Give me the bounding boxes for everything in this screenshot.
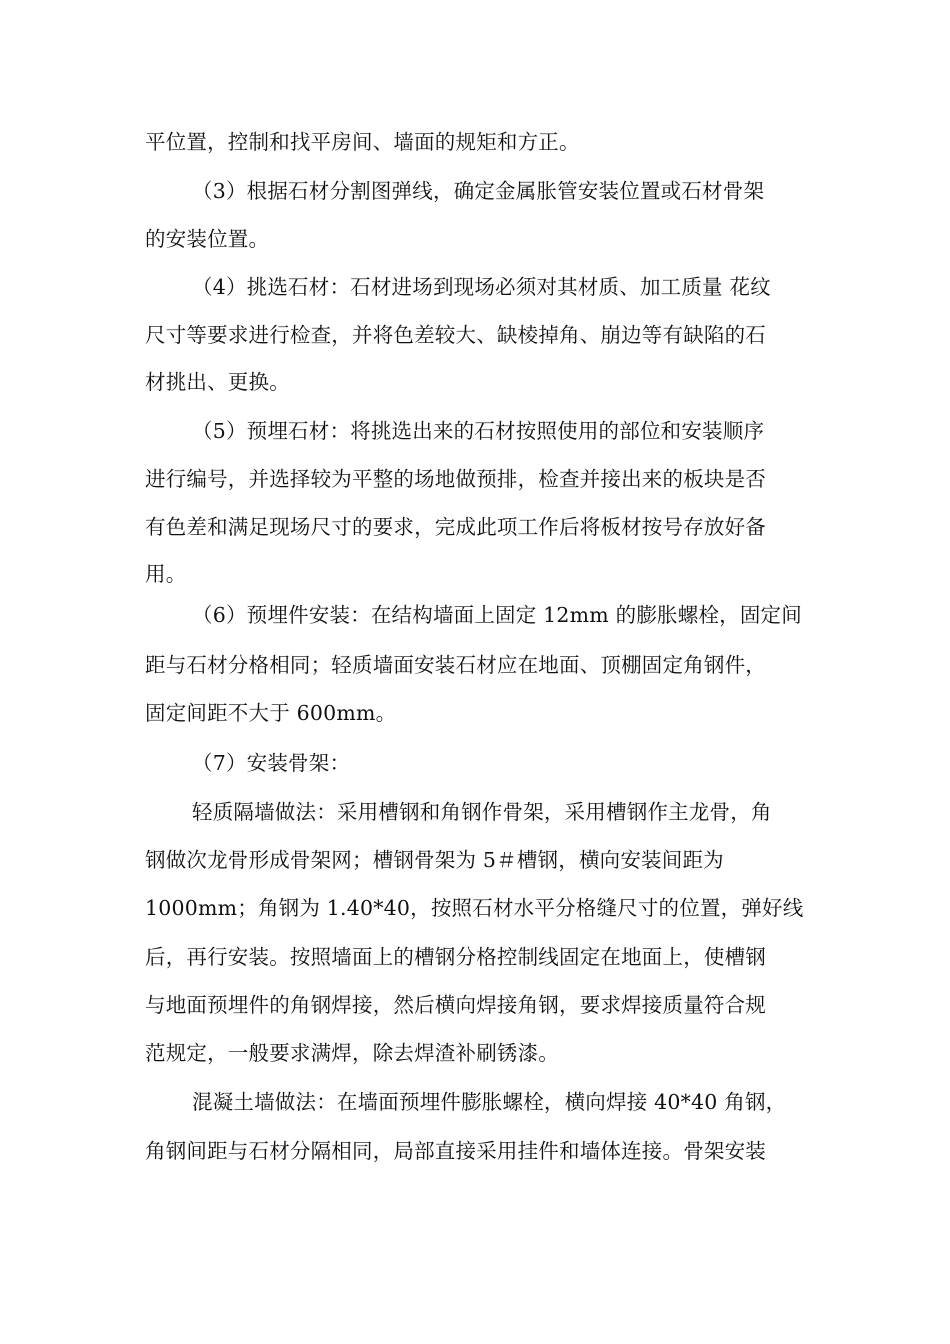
text-line: （5）预埋石材：将挑选出来的石材按照使用的部位和安装顺序	[192, 419, 765, 443]
text-line: 用。	[145, 562, 187, 586]
text-line: 的安装位置。	[145, 227, 270, 251]
text-line: 进行编号，并选择较为平整的场地做预排，检查并接出来的板块是否	[145, 467, 766, 491]
text-line: 距与石材分格相同；轻质墙面安装石材应在地面、顶棚固定角钢件，	[145, 653, 766, 677]
text-line: （3）根据石材分割图弹线，确定金属胀管安装位置或石材骨架	[192, 179, 765, 203]
text-line: 平位置，控制和找平房间、墙面的规矩和方正。	[145, 130, 580, 154]
text-line: 1000mm；角钢为 1.40*40，按照石材水平分格缝尺寸的位置，弹好线	[145, 896, 804, 920]
text-line: 钢做次龙骨形成骨架网；槽钢骨架为 5＃槽钢，横向安装间距为	[145, 848, 724, 872]
text-line: （7）安装骨架：	[192, 751, 351, 775]
text-line: 混凝土墙做法：在墙面预埋件膨胀螺栓，横向焊接 40*40 角钢，	[192, 1090, 787, 1114]
text-line: 范规定，一般要求满焊，除去焊渣补刷锈漆。	[145, 1041, 559, 1065]
text-line: （4）挑选石材：石材进场到现场必须对其材质、加工质量 花纹	[192, 275, 771, 299]
text-line: （6）预埋件安装：在结构墙面上固定 12mm 的膨胀螺栓，固定间	[192, 603, 802, 627]
text-line: 有色差和满足现场尺寸的要求，完成此项工作后将板材按号存放好备	[145, 515, 766, 539]
text-line: 后，再行安装。按照墙面上的槽钢分格控制线固定在地面上，使槽钢	[145, 945, 766, 969]
text-line: 尺寸等要求进行检查，并将色差较大、缺棱掉角、崩边等有缺陷的石	[145, 323, 766, 347]
text-line: 轻质隔墙做法：采用槽钢和角钢作骨架，采用槽钢作主龙骨，角	[192, 800, 772, 824]
text-line: 固定间距不大于 600mm。	[145, 701, 397, 725]
text-line: 角钢间距与石材分隔相同，局部直接采用挂件和墙体连接。骨架安装	[145, 1139, 766, 1163]
text-line: 材挑出、更换。	[145, 370, 290, 394]
text-line: 与地面预埋件的角钢焊接，然后横向焊接角钢，要求焊接质量符合规	[145, 993, 766, 1017]
